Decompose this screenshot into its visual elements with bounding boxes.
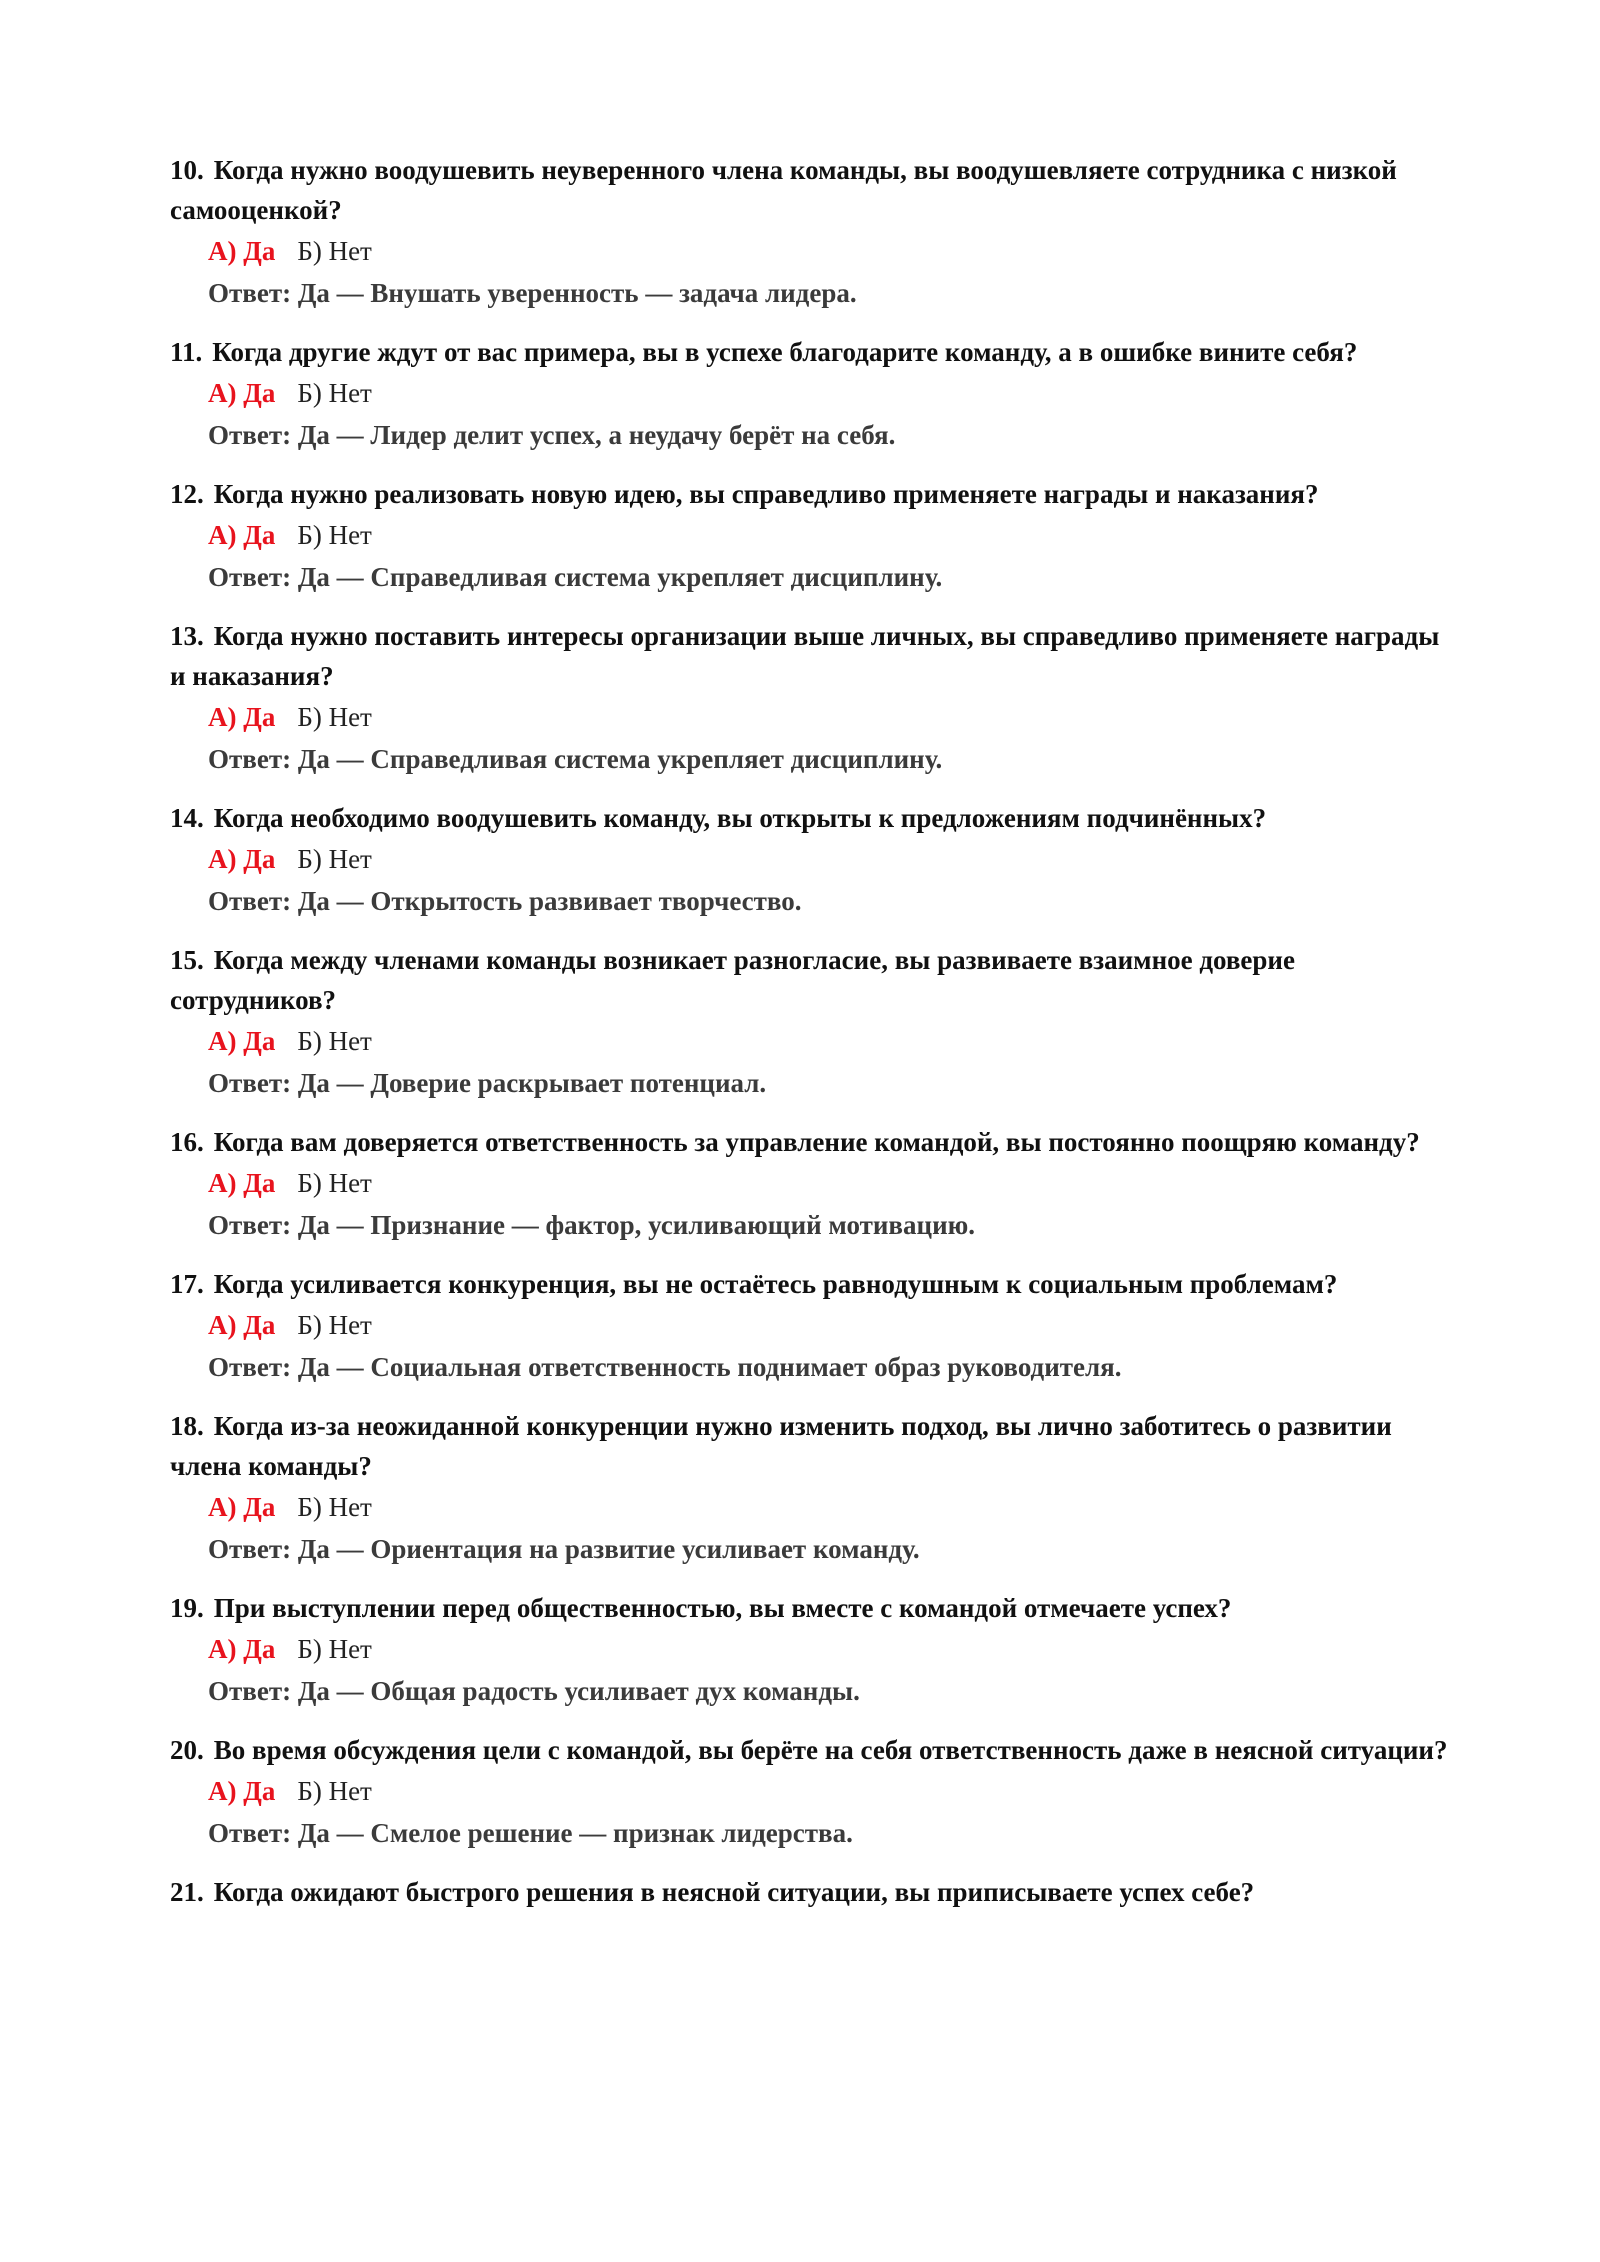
question-body: При выступлении перед общественностью, вы вместе с командой отмечаете успех? [213, 1593, 1232, 1623]
question-body: Когда нужно реализовать новую идею, вы справедливо применяете награды и наказания? [213, 479, 1319, 509]
option-a: А) Да [208, 1776, 276, 1806]
option-b: Б) Нет [297, 378, 372, 408]
question-number: 14. [170, 803, 204, 833]
question-number: 19. [170, 1593, 204, 1623]
option-b: Б) Нет [297, 236, 372, 266]
question-number: 15. [170, 945, 204, 975]
question-number: 17. [170, 1269, 204, 1299]
question-block [170, 1406, 1460, 1570]
answer-options [170, 1020, 1460, 1062]
question-body: Когда необходимо воодушевить команду, вы открыты к предложениям подчинённых? [213, 803, 1267, 833]
question-block [170, 940, 1460, 1104]
answer-explanation: Ответ: Да — Открытость развивает творчество. [208, 886, 802, 916]
question-text [170, 1406, 1460, 1486]
question-block [170, 798, 1460, 922]
question-number: 12. [170, 479, 204, 509]
question-number: 11. [170, 337, 203, 367]
answer-explanation: Ответ: Да — Лидер делит успех, а неудачу берёт на себя. [208, 420, 896, 450]
option-b: Б) Нет [297, 1634, 372, 1664]
question-body: Когда между членами команды возникает разногласие, вы развиваете взаимное доверие сотрудников? [170, 945, 1295, 1015]
question-text [170, 798, 1460, 838]
answer-options [170, 838, 1460, 880]
question-block [170, 1264, 1460, 1388]
option-a: А) Да [208, 378, 276, 408]
option-a: А) Да [208, 1634, 276, 1664]
question-number: 16. [170, 1127, 204, 1157]
question-text [170, 940, 1460, 1020]
question-text [170, 474, 1460, 514]
question-text [170, 1730, 1460, 1770]
question-text [170, 1872, 1460, 1912]
option-b: Б) Нет [297, 1168, 372, 1198]
question-block [170, 1588, 1460, 1712]
question-body: Когда нужно воодушевить неуверенного члена команды, вы воодушевляете сотрудника с низкой самооценкой? [170, 155, 1397, 225]
option-b: Б) Нет [297, 1492, 372, 1522]
question-number: 21. [170, 1877, 204, 1907]
option-a: А) Да [208, 1026, 276, 1056]
question-block [170, 474, 1460, 598]
answer-options [170, 696, 1460, 738]
question-block [170, 1730, 1460, 1854]
answer-options [170, 1304, 1460, 1346]
option-a: А) Да [208, 520, 276, 550]
question-number: 18. [170, 1411, 204, 1441]
option-b: Б) Нет [297, 702, 372, 732]
question-block [170, 332, 1460, 456]
question-body: Когда вам доверяется ответственность за управление командой, вы постоянно поощряю команду? [213, 1127, 1420, 1157]
option-a: А) Да [208, 1492, 276, 1522]
answer-options [170, 1162, 1460, 1204]
option-a: А) Да [208, 236, 276, 266]
option-a: А) Да [208, 1310, 276, 1340]
answer-options [170, 514, 1460, 556]
answer-explanation: Ответ: Да — Внушать уверенность — задача лидера. [208, 278, 857, 308]
option-b: Б) Нет [297, 1026, 372, 1056]
question-number: 10. [170, 155, 204, 185]
option-b: Б) Нет [297, 1310, 372, 1340]
question-number: 20. [170, 1735, 204, 1765]
answer-explanation: Ответ: Да — Справедливая система укрепляет дисциплину. [208, 562, 943, 592]
option-a: А) Да [208, 1168, 276, 1198]
question-list [170, 150, 1460, 1912]
question-block [170, 150, 1460, 314]
question-text [170, 616, 1460, 696]
answer-explanation: Ответ: Да — Социальная ответственность поднимает образ руководителя. [208, 1352, 1122, 1382]
question-block [170, 1122, 1460, 1246]
answer-options [170, 1770, 1460, 1812]
option-b: Б) Нет [297, 520, 372, 550]
question-block [170, 1872, 1460, 1912]
question-body: Когда другие ждут от вас примера, вы в успехе благодарите команду, а в ошибке вините себя? [212, 337, 1358, 367]
answer-explanation: Ответ: Да — Смелое решение — признак лидерства. [208, 1818, 853, 1848]
question-body: Во время обсуждения цели с командой, вы берёте на себя ответственность даже в неясной ситуации? [213, 1735, 1448, 1765]
question-text [170, 150, 1460, 230]
answer-explanation: Ответ: Да — Справедливая система укрепляет дисциплину. [208, 744, 943, 774]
question-text [170, 1122, 1460, 1162]
option-b: Б) Нет [297, 1776, 372, 1806]
option-a: А) Да [208, 702, 276, 732]
option-a: А) Да [208, 844, 276, 874]
answer-explanation: Ответ: Да — Ориентация на развитие усиливает команду. [208, 1534, 920, 1564]
question-text [170, 332, 1460, 372]
answer-explanation: Ответ: Да — Доверие раскрывает потенциал. [208, 1068, 767, 1098]
question-body: Когда усиливается конкуренция, вы не остаётесь равнодушным к социальным проблемам? [213, 1269, 1338, 1299]
question-body: Когда нужно поставить интересы организации выше личных, вы справедливо применяете награды и наказания? [170, 621, 1440, 691]
option-b: Б) Нет [297, 844, 372, 874]
question-body: Когда из-за неожиданной конкуренции нужно изменить подход, вы лично заботитесь о развитии члена команды? [170, 1411, 1392, 1481]
question-body: Когда ожидают быстрого решения в неясной ситуации, вы приписываете успех себе? [213, 1877, 1255, 1907]
answer-options [170, 1486, 1460, 1528]
answer-options [170, 1628, 1460, 1670]
question-number: 13. [170, 621, 204, 651]
answer-explanation: Ответ: Да — Общая радость усиливает дух команды. [208, 1676, 860, 1706]
question-text [170, 1588, 1460, 1628]
answer-options [170, 230, 1460, 272]
answer-explanation: Ответ: Да — Признание — фактор, усиливающий мотивацию. [208, 1210, 976, 1240]
answer-options [170, 372, 1460, 414]
question-text [170, 1264, 1460, 1304]
question-block [170, 616, 1460, 780]
